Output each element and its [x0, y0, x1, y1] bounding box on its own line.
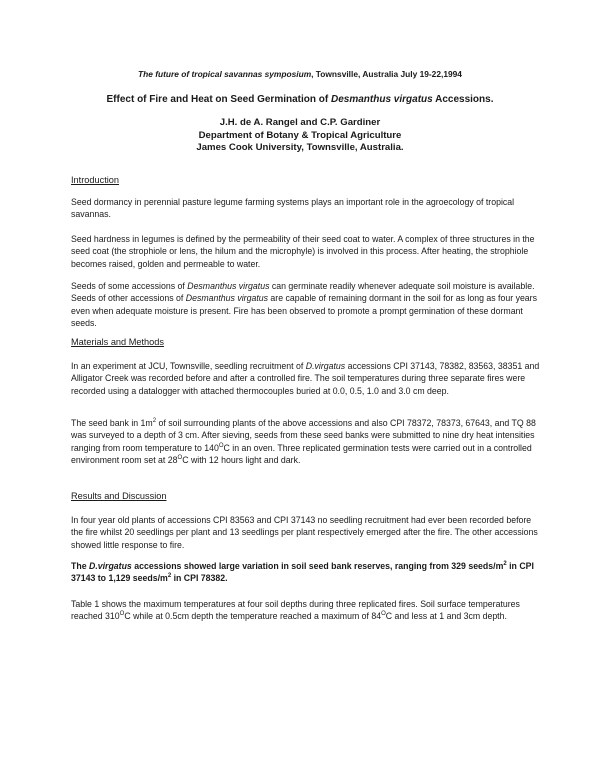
intro-p3-species-1: Desmanthus virgatus: [187, 281, 270, 291]
superscript: O: [177, 454, 183, 461]
author-names: J.H. de A. Rangel and C.P. Gardiner: [219, 117, 381, 128]
title-species: Desmanthus virgatus: [331, 94, 433, 105]
results-p2-text-d: in CPI 78382.: [171, 573, 228, 584]
methods-p2-text-c: C in an oven. Three replicated germination tests were carried out in a controlled environment room set at 28: [71, 442, 532, 465]
results-p2-text-c: in CPI 37143 to 1,129 seeds/m: [71, 561, 534, 584]
methods-paragraph-1: [71, 360, 541, 397]
intro-paragraph-1: Seed dormancy in perennial pasture legume farming systems plays an important role in the agroecology of tropical savannas.: [71, 197, 515, 220]
intro-p3-text-c: are capable of remaining dormant in the soil for as long as four years even when adequate moisture is present. Fire has been observed to promote a prompt germination of these dormant seeds.: [71, 293, 537, 328]
author-block: [0, 117, 600, 155]
results-paragraph-3: [71, 598, 541, 623]
superscript: 2: [167, 573, 172, 580]
results-p2-text-a: The: [71, 561, 89, 571]
results-paragraph-1: In four year old plants of accessions CPI 83563 and CPI 37143 no seedling recruitment had ever been recorded before the fire whilst 20 seedlings per plant and 13 seedlings per plant respectively emerged after the fire. The other accessions showed little response to fire.: [71, 515, 538, 550]
methods-p1-text-b: accessions CPI 37143, 78382, 83563, 38351 and Alligator Creek was recorded before and after a controlled fire. The soil temperatures during three separate fires were recorded using a datalogger with attached thermocouples buried at 0.0, 0.5, 1.0 and 3.0 cm deep.: [71, 361, 540, 396]
results-p2-text-b: accessions showed large variation in soil seed bank reserves, ranging from 329 seeds/m: [131, 561, 504, 571]
intro-p3-species-2: Desmanthus virgatus: [185, 293, 268, 304]
methods-p2-text-d: C with 12 hours light and dark.: [182, 454, 301, 465]
methods-p2-text-a: The seed bank in 1m: [71, 418, 153, 428]
intro-p3-text-b: can germinate readily whenever adequate soil moisture is available. Seeds of other accessions of: [71, 281, 535, 304]
methods-p1-species: D.virgatus: [305, 361, 346, 371]
superscript: 2: [152, 418, 157, 425]
methods-p1-text-a: In an experiment at JCU, Townsville, seedling recruitment of: [71, 361, 306, 371]
paper-title: [0, 94, 600, 105]
conference-header: [0, 69, 600, 79]
section-heading-results: Results and Discussion: [71, 491, 167, 501]
methods-p2-text-b: of soil surrounding plants of the above accessions and also CPI 78372, 78373, 67643, and TQ 88 was surveyed to a depth of 3 cm. After sieving, seeds from these seed banks were submitted to nine dry heat intensities ranging from room temperature to 140: [71, 418, 536, 453]
conference-name: The future of tropical savannas symposium: [138, 69, 312, 79]
author-university: James Cook University, Townsville, Australia.: [196, 142, 404, 153]
results-p3-text-a: Table 1 shows the maximum temperatures at four soil depths during three replicated fires. Soil surface temperatures reached 310: [71, 599, 520, 622]
superscript: O: [218, 442, 224, 449]
intro-paragraph-2: Seed hardness in legumes is defined by the permeability of their seed coat to water. A complex of three structures in the seed coat (the strophiole or lens, the hilum and the microphyle) is involved in this process. After heating, the strophiole becomes raised, golden and permeable to water.: [71, 234, 535, 269]
results-p3-text-c: C and less at 1 and 3cm depth.: [385, 611, 507, 622]
superscript: O: [119, 611, 125, 618]
superscript: 2: [503, 561, 507, 568]
author-department: Department of Botany & Tropical Agriculture: [198, 129, 402, 141]
results-p3-text-b: C while at 0.5cm depth the temperature reached a maximum of 84: [124, 611, 382, 622]
intro-paragraph-3: [71, 280, 541, 329]
superscript: O: [381, 611, 386, 618]
section-heading-methods: Materials and Methods: [71, 337, 164, 347]
methods-paragraph-2: [71, 417, 541, 466]
results-p2-species: D.virgatus: [89, 561, 132, 571]
section-heading-introduction: Introduction: [71, 175, 120, 185]
intro-p3-text-a: Seeds of some accessions of: [71, 281, 188, 291]
title-prefix: Effect of Fire and Heat on Seed Germination of: [106, 94, 331, 105]
title-suffix: Accessions.: [432, 94, 494, 105]
results-paragraph-2: [71, 560, 541, 585]
conference-details: , Townsville, Australia July 19-22,1994: [311, 69, 462, 79]
